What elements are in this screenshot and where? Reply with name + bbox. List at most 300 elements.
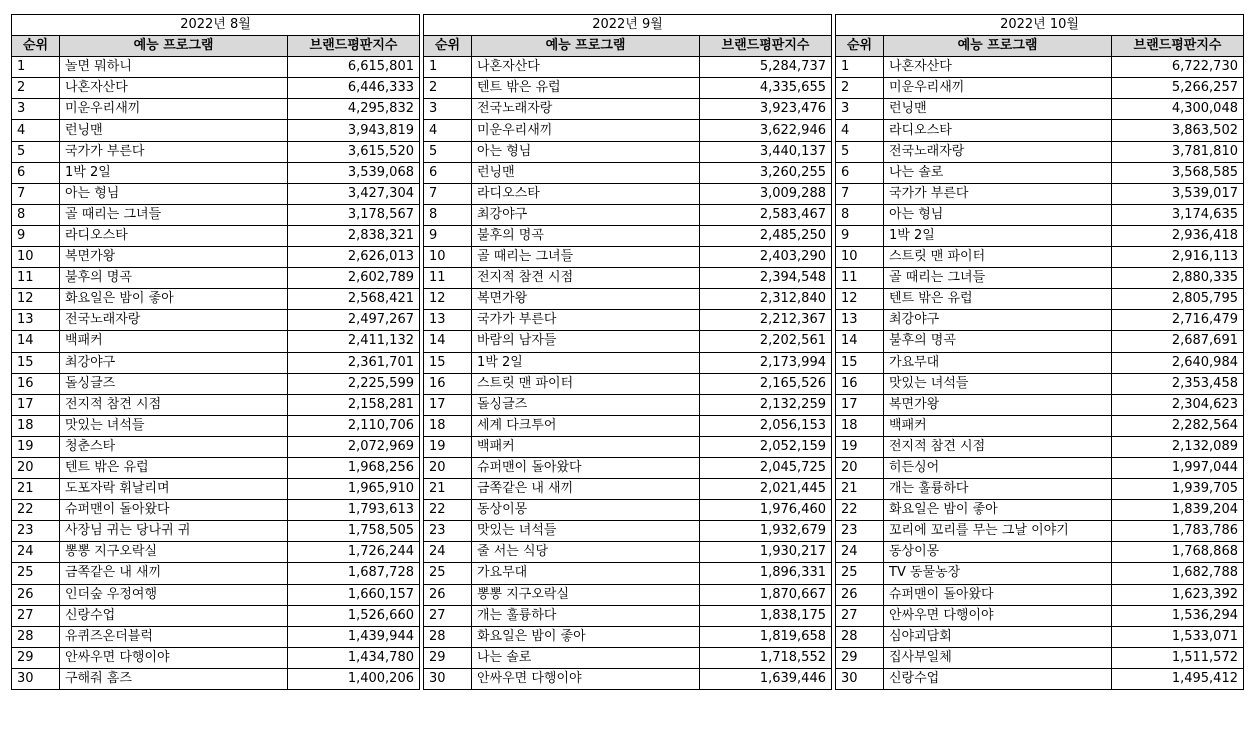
- program-name-cell: 골 때리는 그녀들: [60, 204, 288, 225]
- brand-score-cell: 1,839,204: [1112, 500, 1244, 521]
- program-name-cell: 맛있는 녀석들: [472, 521, 700, 542]
- table-row: [836, 647, 1244, 668]
- table-row: [836, 373, 1244, 394]
- rank-cell: 4: [836, 120, 884, 141]
- table-row: [424, 247, 832, 268]
- program-name-cell: 뽕뽕 지구오락실: [60, 542, 288, 563]
- rank-cell: 26: [424, 584, 472, 605]
- brand-score-cell: 3,174,635: [1112, 204, 1244, 225]
- program-name-cell: 미운우리새끼: [884, 78, 1112, 99]
- rank-cell: 26: [836, 584, 884, 605]
- table-row: [836, 310, 1244, 331]
- table-row: [12, 225, 420, 246]
- brand-score-cell: 1,687,728: [288, 563, 420, 584]
- program-name-cell: 집사부일체: [884, 647, 1112, 668]
- brand-score-cell: 1,870,667: [700, 584, 832, 605]
- program-name-cell: 금쪽같은 내 새끼: [472, 479, 700, 500]
- program-name-cell: 안싸우면 다행이야: [472, 668, 700, 689]
- brand-score-cell: 3,178,567: [288, 204, 420, 225]
- brand-score-cell: 2,212,367: [700, 310, 832, 331]
- table-row: [836, 162, 1244, 183]
- program-name-cell: 돌싱글즈: [60, 373, 288, 394]
- brand-score-cell: 1,930,217: [700, 542, 832, 563]
- program-name-cell: 복면가왕: [60, 247, 288, 268]
- rank-cell: 1: [12, 57, 60, 78]
- program-name-cell: TV 동물농장: [884, 563, 1112, 584]
- table-row: [12, 436, 420, 457]
- rank-cell: 27: [424, 605, 472, 626]
- program-name-cell: 바람의 남자들: [472, 331, 700, 352]
- column-header-program: 예능 프로그램: [60, 36, 288, 57]
- brand-score-cell: 1,997,044: [1112, 457, 1244, 478]
- brand-score-cell: 6,722,730: [1112, 57, 1244, 78]
- program-name-cell: 백패커: [884, 415, 1112, 436]
- table-row: [836, 584, 1244, 605]
- table-row: [424, 457, 832, 478]
- program-name-cell: 유퀴즈온더블럭: [60, 626, 288, 647]
- program-name-cell: 슈퍼맨이 돌아왔다: [60, 500, 288, 521]
- rank-cell: 10: [12, 247, 60, 268]
- brand-score-cell: 3,615,520: [288, 141, 420, 162]
- program-name-cell: 미운우리새끼: [60, 99, 288, 120]
- rank-cell: 30: [424, 668, 472, 689]
- table-row: [424, 521, 832, 542]
- program-name-cell: 슈퍼맨이 돌아왔다: [472, 457, 700, 478]
- rank-cell: 23: [424, 521, 472, 542]
- rank-cell: 15: [12, 352, 60, 373]
- program-name-cell: 아는 형님: [60, 183, 288, 204]
- column-header-rank: 순위: [424, 36, 472, 57]
- month-title: 2022년 10월: [836, 15, 1244, 36]
- program-name-cell: 도포자락 휘날리며: [60, 479, 288, 500]
- rank-cell: 6: [12, 162, 60, 183]
- table-row: [12, 204, 420, 225]
- brand-score-cell: 1,511,572: [1112, 647, 1244, 668]
- program-name-cell: 전지적 참견 시점: [60, 394, 288, 415]
- program-name-cell: 최강야구: [884, 310, 1112, 331]
- table-row: [424, 57, 832, 78]
- program-name-cell: 불후의 명곡: [884, 331, 1112, 352]
- brand-score-cell: 2,583,467: [700, 204, 832, 225]
- table-row: [12, 647, 420, 668]
- brand-score-cell: 2,110,706: [288, 415, 420, 436]
- table-row: [836, 247, 1244, 268]
- table-row: [836, 415, 1244, 436]
- brand-score-cell: 1,439,944: [288, 626, 420, 647]
- table-row: [836, 141, 1244, 162]
- brand-score-cell: 2,640,984: [1112, 352, 1244, 373]
- table-row: [12, 521, 420, 542]
- program-name-cell: 개는 훌륭하다: [884, 479, 1112, 500]
- rank-cell: 10: [424, 247, 472, 268]
- program-name-cell: 나혼자산다: [60, 78, 288, 99]
- rank-cell: 20: [424, 457, 472, 478]
- table-row: [836, 626, 1244, 647]
- brand-score-cell: 2,056,153: [700, 415, 832, 436]
- program-name-cell: 금쪽같은 내 새끼: [60, 563, 288, 584]
- rank-cell: 29: [12, 647, 60, 668]
- rank-cell: 24: [424, 542, 472, 563]
- rank-cell: 3: [424, 99, 472, 120]
- brand-score-cell: 1,793,613: [288, 500, 420, 521]
- table-row: [12, 310, 420, 331]
- table-row: [424, 99, 832, 120]
- brand-score-cell: 5,284,737: [700, 57, 832, 78]
- program-name-cell: 런닝맨: [60, 120, 288, 141]
- program-name-cell: 화요일은 밤이 좋아: [472, 626, 700, 647]
- program-name-cell: 심야괴담회: [884, 626, 1112, 647]
- column-header-score: 브랜드평판지수: [700, 36, 832, 57]
- program-name-cell: 골 때리는 그녀들: [472, 247, 700, 268]
- rank-cell: 22: [424, 500, 472, 521]
- brand-score-cell: 2,132,089: [1112, 436, 1244, 457]
- program-name-cell: 텐트 밖은 유럽: [472, 78, 700, 99]
- column-header-program: 예능 프로그램: [472, 36, 700, 57]
- brand-score-cell: 3,009,288: [700, 183, 832, 204]
- brand-score-cell: 1,639,446: [700, 668, 832, 689]
- rank-cell: 21: [424, 479, 472, 500]
- program-name-cell: 아는 형님: [884, 204, 1112, 225]
- program-name-cell: 복면가왕: [472, 289, 700, 310]
- brand-score-cell: 3,781,810: [1112, 141, 1244, 162]
- column-header-rank: 순위: [836, 36, 884, 57]
- table-row: [836, 394, 1244, 415]
- program-name-cell: 국가가 부른다: [60, 141, 288, 162]
- program-name-cell: 최강야구: [60, 352, 288, 373]
- table-row: [12, 268, 420, 289]
- table-row: [424, 78, 832, 99]
- program-name-cell: 동상이몽: [472, 500, 700, 521]
- table-row: [12, 542, 420, 563]
- program-name-cell: 나혼자산다: [472, 57, 700, 78]
- table-row: [424, 394, 832, 415]
- ranking-table-month-0: [11, 14, 420, 690]
- brand-score-cell: 2,916,113: [1112, 247, 1244, 268]
- rank-cell: 27: [836, 605, 884, 626]
- rank-cell: 4: [12, 120, 60, 141]
- rank-cell: 17: [836, 394, 884, 415]
- brand-score-cell: 3,568,585: [1112, 162, 1244, 183]
- program-name-cell: 런닝맨: [884, 99, 1112, 120]
- rank-cell: 3: [836, 99, 884, 120]
- brand-score-cell: 2,361,701: [288, 352, 420, 373]
- program-name-cell: 히든싱어: [884, 457, 1112, 478]
- program-name-cell: 국가가 부른다: [472, 310, 700, 331]
- table-row: [424, 668, 832, 689]
- brand-score-cell: 2,312,840: [700, 289, 832, 310]
- program-name-cell: 나는 솔로: [472, 647, 700, 668]
- program-name-cell: 청춘스타: [60, 436, 288, 457]
- rank-cell: 19: [12, 436, 60, 457]
- rank-cell: 21: [836, 479, 884, 500]
- rank-cell: 29: [836, 647, 884, 668]
- table-row: [12, 162, 420, 183]
- program-name-cell: 1박 2일: [884, 225, 1112, 246]
- table-row: [12, 373, 420, 394]
- table-row: [12, 584, 420, 605]
- brand-score-cell: 2,282,564: [1112, 415, 1244, 436]
- rank-cell: 5: [424, 141, 472, 162]
- table-row: [12, 352, 420, 373]
- brand-score-cell: 4,335,655: [700, 78, 832, 99]
- rank-cell: 29: [424, 647, 472, 668]
- program-name-cell: 미운우리새끼: [472, 120, 700, 141]
- brand-score-cell: 1,623,392: [1112, 584, 1244, 605]
- brand-score-cell: 2,158,281: [288, 394, 420, 415]
- program-name-cell: 백패커: [472, 436, 700, 457]
- brand-score-cell: 1,965,910: [288, 479, 420, 500]
- brand-score-cell: 2,202,561: [700, 331, 832, 352]
- brand-score-cell: 2,602,789: [288, 268, 420, 289]
- table-row: [424, 605, 832, 626]
- rank-cell: 25: [836, 563, 884, 584]
- rank-cell: 7: [12, 183, 60, 204]
- rank-cell: 11: [424, 268, 472, 289]
- program-name-cell: 국가가 부른다: [884, 183, 1112, 204]
- program-name-cell: 불후의 명곡: [60, 268, 288, 289]
- column-header-program: 예능 프로그램: [884, 36, 1112, 57]
- rank-cell: 20: [836, 457, 884, 478]
- program-name-cell: 전국노래자랑: [884, 141, 1112, 162]
- rank-cell: 2: [836, 78, 884, 99]
- rank-cell: 28: [836, 626, 884, 647]
- brand-score-cell: 4,295,832: [288, 99, 420, 120]
- table-row: [836, 605, 1244, 626]
- brand-score-cell: 2,411,132: [288, 331, 420, 352]
- brand-score-cell: 3,260,255: [700, 162, 832, 183]
- rank-cell: 6: [836, 162, 884, 183]
- program-name-cell: 전국노래자랑: [60, 310, 288, 331]
- table-row: [12, 479, 420, 500]
- table-row: [836, 183, 1244, 204]
- brand-score-cell: 2,072,969: [288, 436, 420, 457]
- brand-score-cell: 1,939,705: [1112, 479, 1244, 500]
- program-name-cell: 맛있는 녀석들: [60, 415, 288, 436]
- program-name-cell: 개는 훌륭하다: [472, 605, 700, 626]
- brand-score-cell: 2,304,623: [1112, 394, 1244, 415]
- table-row: [424, 584, 832, 605]
- brand-score-cell: 5,266,257: [1112, 78, 1244, 99]
- brand-score-cell: 3,622,946: [700, 120, 832, 141]
- rank-cell: 24: [836, 542, 884, 563]
- rank-cell: 9: [12, 225, 60, 246]
- table-row: [424, 647, 832, 668]
- rank-cell: 24: [12, 542, 60, 563]
- table-row: [836, 225, 1244, 246]
- program-name-cell: 돌싱글즈: [472, 394, 700, 415]
- table-row: [12, 500, 420, 521]
- rank-cell: 8: [424, 204, 472, 225]
- rank-cell: 20: [12, 457, 60, 478]
- program-name-cell: 인더숲 우정여행: [60, 584, 288, 605]
- table-row: [424, 436, 832, 457]
- program-name-cell: 뽕뽕 지구오락실: [472, 584, 700, 605]
- rank-cell: 9: [424, 225, 472, 246]
- rank-cell: 7: [836, 183, 884, 204]
- table-row: [12, 99, 420, 120]
- rank-cell: 26: [12, 584, 60, 605]
- rank-cell: 8: [12, 204, 60, 225]
- program-name-cell: 신랑수업: [60, 605, 288, 626]
- brand-score-cell: 1,932,679: [700, 521, 832, 542]
- ranking-table-month-2: [835, 14, 1244, 690]
- table-row: [424, 415, 832, 436]
- program-name-cell: 골 때리는 그녀들: [884, 268, 1112, 289]
- table-row: [836, 120, 1244, 141]
- program-name-cell: 런닝맨: [472, 162, 700, 183]
- brand-score-cell: 2,626,013: [288, 247, 420, 268]
- program-name-cell: 사장님 귀는 당나귀 귀: [60, 521, 288, 542]
- table-row: [12, 141, 420, 162]
- brand-score-cell: 3,923,476: [700, 99, 832, 120]
- program-name-cell: 텐트 밖은 유럽: [60, 457, 288, 478]
- rank-cell: 5: [836, 141, 884, 162]
- brand-score-cell: 2,052,159: [700, 436, 832, 457]
- table-row: [424, 479, 832, 500]
- rank-cell: 25: [424, 563, 472, 584]
- brand-score-cell: 1,718,552: [700, 647, 832, 668]
- brand-score-cell: 3,943,819: [288, 120, 420, 141]
- table-row: [836, 289, 1244, 310]
- rank-cell: 15: [836, 352, 884, 373]
- brand-score-cell: 6,446,333: [288, 78, 420, 99]
- month-title: 2022년 9월: [424, 15, 832, 36]
- rank-cell: 16: [12, 373, 60, 394]
- rank-cell: 14: [12, 331, 60, 352]
- program-name-cell: 꼬리에 꼬리를 무는 그날 이야기: [884, 521, 1112, 542]
- program-name-cell: 안싸우면 다행이야: [884, 605, 1112, 626]
- column-header-score: 브랜드평판지수: [1112, 36, 1244, 57]
- brand-score-cell: 2,880,335: [1112, 268, 1244, 289]
- brand-score-cell: 3,539,068: [288, 162, 420, 183]
- table-row: [12, 331, 420, 352]
- brand-score-cell: 2,165,526: [700, 373, 832, 394]
- table-row: [836, 521, 1244, 542]
- rank-cell: 6: [424, 162, 472, 183]
- brand-score-cell: 1,400,206: [288, 668, 420, 689]
- program-name-cell: 복면가왕: [884, 394, 1112, 415]
- table-row: [424, 268, 832, 289]
- brand-score-cell: 2,403,290: [700, 247, 832, 268]
- rank-cell: 16: [836, 373, 884, 394]
- program-name-cell: 화요일은 밤이 좋아: [884, 500, 1112, 521]
- table-row: [424, 204, 832, 225]
- rank-cell: 2: [12, 78, 60, 99]
- program-name-cell: 화요일은 밤이 좋아: [60, 289, 288, 310]
- table-row: [424, 225, 832, 246]
- program-name-cell: 스트릿 맨 파이터: [884, 247, 1112, 268]
- brand-score-cell: 2,716,479: [1112, 310, 1244, 331]
- rank-cell: 13: [424, 310, 472, 331]
- rank-cell: 30: [836, 668, 884, 689]
- brand-score-cell: 1,660,157: [288, 584, 420, 605]
- table-row: [12, 415, 420, 436]
- brand-score-cell: 3,440,137: [700, 141, 832, 162]
- rank-cell: 28: [12, 626, 60, 647]
- brand-score-cell: 2,936,418: [1112, 225, 1244, 246]
- table-row: [12, 78, 420, 99]
- brand-score-cell: 6,615,801: [288, 57, 420, 78]
- table-row: [836, 331, 1244, 352]
- rank-cell: 12: [836, 289, 884, 310]
- rank-cell: 17: [424, 394, 472, 415]
- program-name-cell: 세계 다크투어: [472, 415, 700, 436]
- rank-cell: 7: [424, 183, 472, 204]
- table-row: [424, 162, 832, 183]
- table-row: [424, 289, 832, 310]
- program-name-cell: 전지적 참견 시점: [472, 268, 700, 289]
- brand-score-cell: 1,533,071: [1112, 626, 1244, 647]
- rank-cell: 22: [836, 500, 884, 521]
- brand-score-cell: 2,021,445: [700, 479, 832, 500]
- program-name-cell: 라디오스타: [60, 225, 288, 246]
- brand-score-cell: 1,968,256: [288, 457, 420, 478]
- program-name-cell: 라디오스타: [884, 120, 1112, 141]
- table-row: [12, 668, 420, 689]
- table-row: [424, 352, 832, 373]
- rank-cell: 25: [12, 563, 60, 584]
- brand-score-cell: 2,805,795: [1112, 289, 1244, 310]
- brand-score-cell: 2,497,267: [288, 310, 420, 331]
- rank-cell: 12: [424, 289, 472, 310]
- program-name-cell: 스트릿 맨 파이터: [472, 373, 700, 394]
- brand-score-cell: 1,976,460: [700, 500, 832, 521]
- table-row: [836, 268, 1244, 289]
- brand-score-cell: 3,539,017: [1112, 183, 1244, 204]
- brand-score-cell: 1,768,868: [1112, 542, 1244, 563]
- rank-cell: 8: [836, 204, 884, 225]
- brand-score-cell: 2,568,421: [288, 289, 420, 310]
- brand-score-cell: 1,495,412: [1112, 668, 1244, 689]
- brand-score-cell: 1,819,658: [700, 626, 832, 647]
- rank-cell: 17: [12, 394, 60, 415]
- program-name-cell: 최강야구: [472, 204, 700, 225]
- rank-cell: 18: [424, 415, 472, 436]
- table-row: [424, 141, 832, 162]
- brand-score-cell: 2,687,691: [1112, 331, 1244, 352]
- table-row: [12, 605, 420, 626]
- table-row: [836, 457, 1244, 478]
- ranking-table-month-1: [423, 14, 832, 690]
- table-row: [12, 289, 420, 310]
- rank-cell: 15: [424, 352, 472, 373]
- rank-cell: 1: [424, 57, 472, 78]
- program-name-cell: 놀면 뭐하니: [60, 57, 288, 78]
- rank-cell: 18: [12, 415, 60, 436]
- table-row: [12, 183, 420, 204]
- table-row: [12, 457, 420, 478]
- table-row: [836, 57, 1244, 78]
- rank-cell: 21: [12, 479, 60, 500]
- table-row: [424, 331, 832, 352]
- table-row: [836, 436, 1244, 457]
- program-name-cell: 나혼자산다: [884, 57, 1112, 78]
- brand-score-cell: 1,726,244: [288, 542, 420, 563]
- rank-cell: 12: [12, 289, 60, 310]
- rank-cell: 10: [836, 247, 884, 268]
- program-name-cell: 가요무대: [472, 563, 700, 584]
- table-row: [424, 563, 832, 584]
- program-name-cell: 가요무대: [884, 352, 1112, 373]
- table-row: [424, 120, 832, 141]
- brand-score-cell: 2,353,458: [1112, 373, 1244, 394]
- program-name-cell: 슈퍼맨이 돌아왔다: [884, 584, 1112, 605]
- table-row: [424, 183, 832, 204]
- column-header-rank: 순위: [12, 36, 60, 57]
- brand-score-cell: 1,682,788: [1112, 563, 1244, 584]
- table-row: [12, 626, 420, 647]
- table-row: [836, 500, 1244, 521]
